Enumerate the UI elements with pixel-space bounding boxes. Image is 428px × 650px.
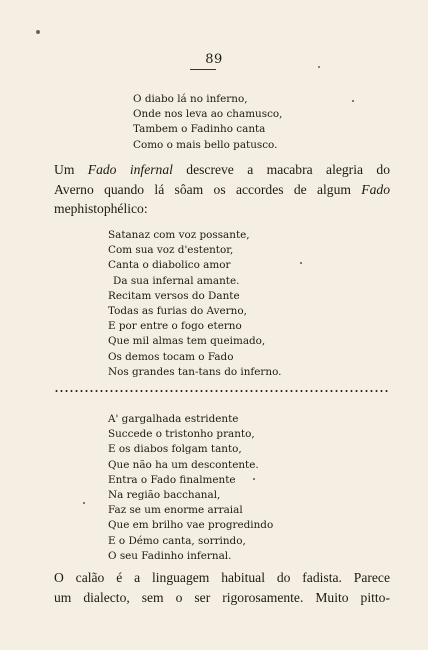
stanza-1	[133, 92, 282, 153]
verse-line: Os demos tocam o Fado	[108, 350, 234, 363]
verse-line: Da sua infernal amante.	[113, 274, 240, 287]
stanza-2	[108, 228, 281, 380]
paper-speck	[36, 30, 40, 34]
paper-speck	[300, 262, 302, 264]
verse-line: Que mil almas tem queimado,	[108, 335, 266, 348]
italic-title: Fado infernal	[87, 162, 173, 177]
page-number-rule	[190, 69, 216, 70]
verse-line: Como o mais bello patusco.	[133, 138, 278, 151]
paragraph-2	[54, 568, 390, 607]
prose-line: Averno quando lá sôam os accordes de algum Fado	[54, 181, 390, 197]
verse-line: Que não ha um descontente.	[108, 458, 259, 471]
page-number: 89	[205, 52, 223, 67]
paper-speck	[83, 502, 85, 504]
prose-line: Um Fado infernal descreve a macabra alegria do	[54, 162, 390, 177]
verse-line: Na região bacchanal,	[108, 489, 221, 502]
verse-line: A' gargalhada estridente	[108, 413, 239, 425]
verse-line: O seu Fadinho infernal.	[108, 549, 232, 562]
verse-line: E o Démo canta, sorrindo,	[108, 534, 246, 547]
verse-line: Recitam versos do Dante	[108, 289, 240, 302]
verse-line: Satanaz com voz possante,	[108, 229, 250, 241]
verse-line: Que em brilho vae progredindo	[108, 519, 274, 532]
verse-line: Tambem o Fadinho canta	[133, 123, 266, 136]
paper-speck	[253, 478, 255, 480]
verse-line: Faz se um enorme arraial	[108, 504, 243, 517]
verse-line: Nos grandes tan-tans do inferno.	[108, 365, 282, 378]
verse-line: Todas as furias do Averno,	[108, 305, 247, 318]
paper-speck	[318, 66, 320, 68]
prose-line: O calão é a linguagem habitual do fadista. Parece	[54, 570, 390, 585]
verse-line: Entra o Fado finalmente	[108, 473, 236, 486]
paragraph-1	[54, 160, 390, 219]
paper-speck	[352, 100, 354, 102]
stanza-3	[108, 412, 273, 564]
verse-line: Onde nos leva ao chamusco,	[133, 108, 283, 121]
verse-line: E os diabos folgam tanto,	[108, 443, 242, 456]
verse-line: Canta o diabolico amor	[108, 259, 231, 272]
prose-line: um dialecto, sem o ser rigorosamente. Muito pitto-	[54, 589, 390, 605]
prose-line: mephistophélico:	[54, 201, 148, 216]
verse-line: Com sua voz d'estentor,	[108, 244, 234, 257]
section-divider-dots	[54, 390, 390, 392]
verse-line: O diabo lá no inferno,	[133, 93, 248, 105]
italic-word: Fado	[361, 181, 390, 197]
verse-line: E por entre o fogo eterno	[108, 320, 242, 333]
verse-line: Succede o tristonho pranto,	[108, 428, 255, 441]
